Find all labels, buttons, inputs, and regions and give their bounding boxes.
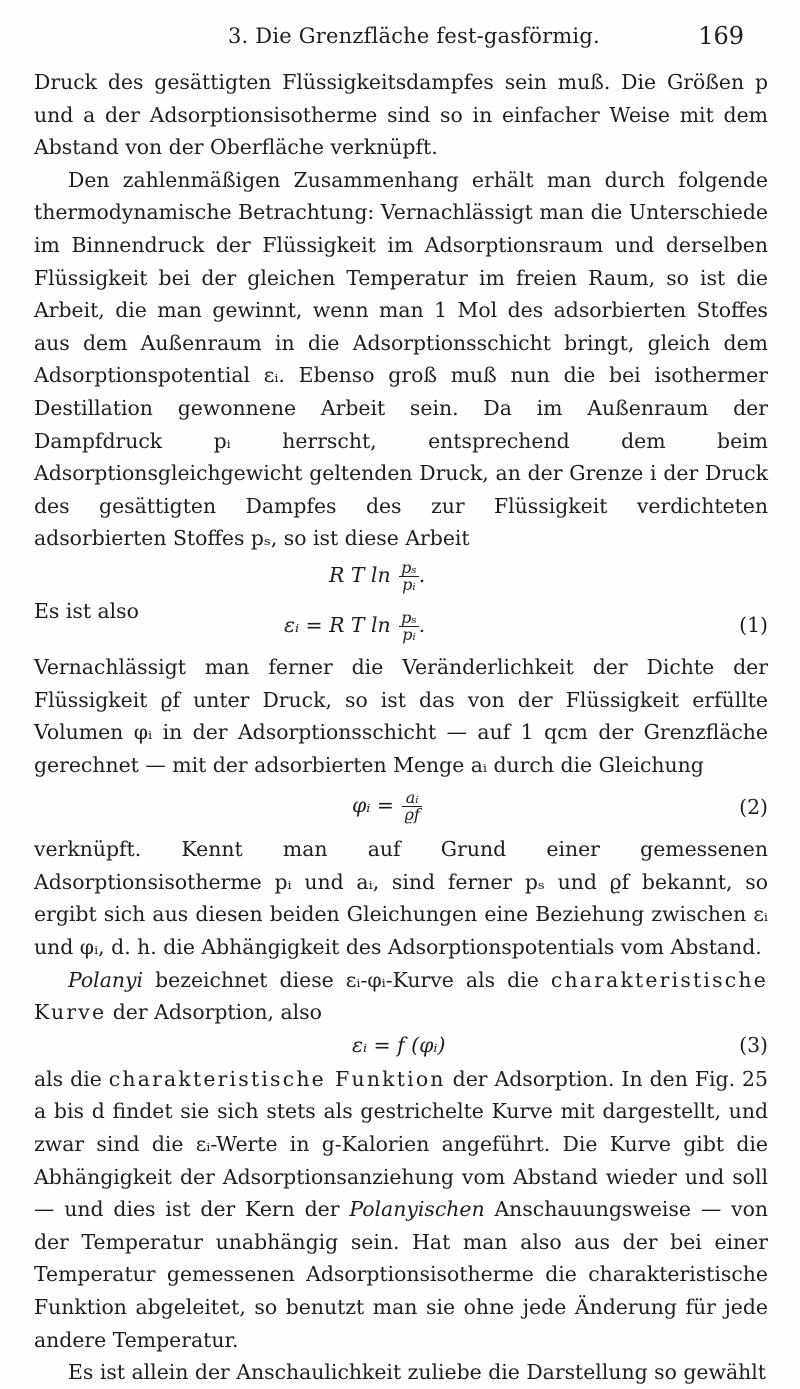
term-characteristic-function: charakteristische Funktion: [108, 1066, 446, 1091]
equation-number-3: (3): [739, 1032, 768, 1057]
paragraph-5-end: der Adsorption, also: [106, 1000, 322, 1025]
formula-work-suffix: .: [418, 562, 426, 587]
eq2-denominator: ϱf: [404, 805, 420, 825]
paragraph-6-body: der Adsorption. In den Fig. 25 a bis d findet sie sich stets als gestrichelte Kurve mit dargestellt, und zwar sind die εᵢ-Werte in g-Kalorien angeführt. Die Kurve gibt die Abhängigkeit der Adsorptionsanziehung vom Abstand wieder und soll — und dies ist der Kern der: [34, 1066, 768, 1222]
paragraph-5-mid: bezeichnet diese εᵢ-φᵢ-Kurve als die: [143, 967, 551, 992]
running-header: [0, 22, 800, 62]
eq2-numerator: aᵢ: [402, 790, 421, 807]
header-title: 3. Die Grenzfläche fest-gasförmig.: [228, 24, 600, 48]
equation-number-2: (2): [739, 795, 768, 820]
eq3-expression: εᵢ = f (φᵢ): [352, 1032, 446, 1057]
paragraph-4: verknüpft. Kennt man auf Grund einer gemessenen Adsorptionsisotherme pᵢ und aᵢ, sind ferner pₛ und ϱf bekannt, so ergibt sich aus diesen beiden Gleichungen eine Beziehung zwischen εᵢ und φᵢ, d. h. die Abhängigkeit des Adsorptionspotentials vom Abstand.: [34, 837, 768, 960]
body-text: [34, 66, 768, 1389]
paragraph-6-tail: Anschauungsweise — von der Temperatur unabhängig sein. Hat man also aus der bei einer Temperatur gemessenen Adsorptionsisotherme die charakteristische Funktion abgeleitet, so benutzt man sie ohne jede Änderung für jede andere Temperatur.: [34, 1197, 768, 1352]
paragraph-2: Den zahlenmäßigen Zusammenhang erhält man durch folgende thermodynamische Betrachtung: Vernachlässigt man die Unterschiede im Binnendruck der Flüssigkeit im Adsorptionsraum und derselben Flüssigkeit bei der gleichen Temperatur im freien Raum, so ist die Arbeit, die man gewinnt, wenn man 1 Mol des adsorbierten Stoffes aus dem Außenraum in die Adsorptionsschicht bringt, gleich dem Adsorptionspotential εᵢ. Ebenso groß muß nun die bei isothermer Destillation gewonnene Arbeit sein. Da im Außenraum der Dampfdruck pᵢ herrscht, entsprechend dem beim Adsorptionsgleichgewicht geltenden Druck, an der Grenze i der Druck des gesättigten Dampfes des zur Flüssigkeit verdichteten adsorbierten Stoffes pₛ, so ist diese Arbeit: [34, 167, 768, 551]
paragraph-6: [34, 1063, 768, 1356]
formula-row-eq1: [34, 598, 768, 651]
eq1-numerator: pₛ: [401, 607, 417, 627]
formula-work-prefix: R T ln: [329, 562, 391, 587]
paragraph-7: Es ist allein der Anschaulichkeit zuliebe die Darstellung so gewählt: [68, 1360, 766, 1385]
page-number: 169: [698, 22, 744, 50]
lead-text-es-ist-also: Es ist also: [34, 598, 139, 623]
term-characteristic-curve: charakteristische Kurve: [34, 967, 768, 1025]
eq1-prefix: εᵢ = R T ln: [284, 612, 391, 637]
author-polanyischen: Polanyischen: [349, 1197, 485, 1222]
eq1-fraction: [399, 607, 419, 644]
eq1-denominator: pᵢ: [402, 624, 416, 644]
paragraph-1: Druck des gesättigten Flüssigkeitsdampfes sein muß. Die Größen p und a der Adsorptionsisotherme sind so in einfacher Weise mit dem Abstand von der Oberfläche verknüpft.: [34, 70, 768, 160]
eq2-prefix: φᵢ =: [352, 793, 394, 818]
paragraph-5: [34, 964, 768, 1029]
formula-row-eq3: [34, 1029, 768, 1063]
formula-work: [34, 555, 768, 603]
formula-row-eq2: [34, 781, 768, 833]
eq1-suffix: .: [418, 612, 426, 637]
author-polanyi: Polanyi: [68, 967, 144, 992]
equation-number-1: (1): [739, 612, 768, 637]
eq2-fraction: [402, 790, 421, 823]
formula-work-fraction: [399, 557, 419, 594]
formula-work-denominator: pᵢ: [402, 574, 416, 594]
formula-work-numerator: pₛ: [401, 557, 417, 577]
paragraph-6-start: als die: [34, 1066, 109, 1091]
paragraph-3: Vernachlässigt man ferner die Veränderlichkeit der Dichte der Flüssigkeit ϱf unter Druck, so ist das von der Flüssigkeit erfüllte Volumen φᵢ in der Adsorptionsschicht — auf 1 qcm der Grenzfläche gerechnet — mit der adsorbierten Menge aᵢ durch die Gleichung: [34, 654, 768, 777]
